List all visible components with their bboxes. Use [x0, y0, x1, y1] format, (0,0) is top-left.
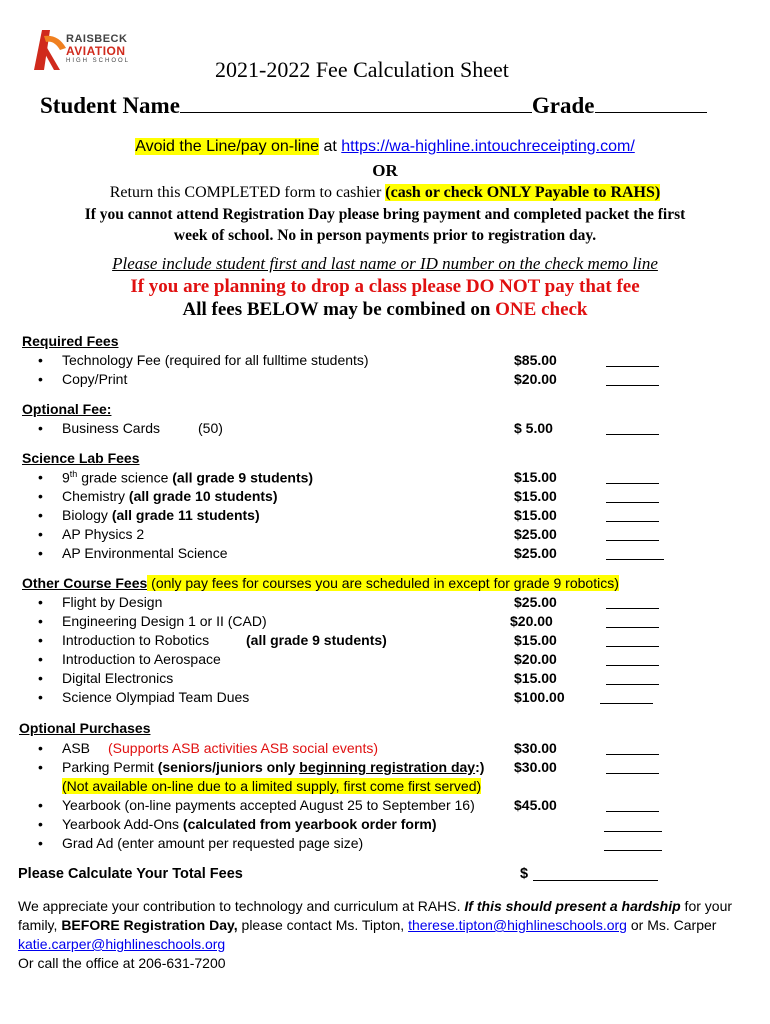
fee-blank[interactable]	[606, 385, 659, 386]
fee-amount: $15.00	[514, 632, 557, 648]
fee-amount: $100.00	[514, 689, 565, 705]
fee-label-text: grade science	[77, 469, 173, 486]
science-lab-heading: Science Lab Fees	[22, 450, 140, 466]
student-name-label: Student Name	[40, 93, 180, 118]
fee-row	[0, 835, 770, 854]
bullet: •	[38, 797, 43, 813]
school-logo	[30, 26, 130, 72]
grade-suffix: th	[69, 469, 78, 479]
fee-amount: $15.00	[514, 488, 557, 504]
fee-label: Grad Ad (enter amount per requested page size)	[62, 835, 364, 851]
logo-line2: AVIATION	[66, 44, 126, 58]
fee-label	[62, 488, 278, 504]
fee-row	[0, 797, 770, 816]
fee-label-bold: (all grade 9 students)	[172, 469, 314, 486]
fee-amount: $25.00	[514, 545, 557, 561]
fee-label: Technology Fee (required for all fulltime students)	[62, 352, 369, 368]
optional-fee-heading: Optional Fee:	[22, 401, 112, 417]
bullet: •	[38, 371, 43, 387]
fee-label-text: Biology	[62, 507, 112, 523]
parking-underline: beginning registration day	[299, 759, 476, 775]
payment-url-link[interactable]: https://wa-highline.intouchreceipting.com/	[341, 138, 635, 155]
fee-label-bold: (all grade 9 students)	[246, 632, 387, 648]
required-fees-heading: Required Fees	[22, 333, 119, 349]
fee-label: Digital Electronics	[62, 670, 174, 686]
fee-blank[interactable]	[604, 850, 662, 851]
pay-online-highlight: Avoid the Line/pay on-line	[135, 138, 320, 155]
fee-label: Copy/Print	[62, 371, 128, 387]
fee-label: Flight by Design	[62, 594, 163, 610]
footer-l2b: BEFORE Registration Day,	[61, 917, 238, 933]
footer-l2a: family,	[18, 917, 62, 933]
fee-blank[interactable]	[606, 366, 659, 367]
footer-l1c: for your	[680, 898, 733, 914]
tipton-email-link[interactable]: therese.tipton@highlineschools.org	[408, 917, 627, 933]
aviation-logo-icon	[30, 26, 68, 72]
fee-amount: $45.00	[514, 797, 557, 813]
fee-amount: $20.00	[514, 651, 557, 667]
return-line	[0, 184, 770, 202]
parking-bold: (seniors/juniors only	[157, 759, 300, 775]
fee-amount: $30.00	[514, 740, 557, 756]
fee-label: Science Olympiad Team Dues	[62, 689, 250, 705]
fee-blank[interactable]	[606, 521, 659, 522]
fee-row	[0, 594, 770, 613]
fee-row	[0, 759, 770, 778]
footer-line-3	[18, 935, 732, 954]
grade-label: Grade	[531, 93, 595, 118]
footer-l1b: If this should present a hardship	[464, 898, 681, 914]
fee-label: Business Cards	[62, 420, 161, 436]
bullet: •	[38, 420, 43, 436]
fee-label-bold: (all grade 11 students)	[111, 507, 260, 523]
drop-class-warning: If you are planning to drop a class please DO NOT pay that fee	[130, 276, 640, 297]
bullet: •	[38, 488, 43, 504]
footer-l1a: We appreciate your contribution to technology and curriculum at RAHS.	[18, 898, 465, 914]
fee-blank[interactable]	[606, 434, 659, 435]
fee-amount: $ 5.00	[514, 420, 553, 436]
fee-amount: $20.00	[510, 613, 553, 629]
bullet: •	[38, 507, 43, 523]
fee-blank[interactable]	[606, 773, 659, 774]
addons-bold: (calculated from yearbook order form)	[182, 816, 437, 832]
combine-text: All fees BELOW may be combined on	[182, 299, 496, 320]
carper-email-link[interactable]: katie.carper@highlineschools.org	[18, 936, 226, 952]
footer-text	[18, 897, 732, 973]
student-name-field[interactable]	[180, 92, 532, 113]
logo-line3: HIGH SCHOOL	[66, 58, 131, 64]
fee-row	[0, 545, 770, 564]
footer-l2d: or Ms. Carper	[626, 917, 717, 933]
fee-blank[interactable]	[606, 608, 659, 609]
bullet: •	[38, 689, 43, 705]
fee-row	[0, 352, 770, 371]
footer-line-2	[18, 916, 732, 935]
fee-blank[interactable]	[606, 665, 659, 666]
footer-line-4: Or call the office at 206-631-7200	[18, 955, 226, 971]
combine-line	[0, 299, 770, 321]
attend-line-2: week of school. No in person payments prior to registration day.	[173, 227, 597, 244]
fee-quantity: (50)	[198, 420, 223, 436]
grade-field[interactable]	[595, 92, 707, 113]
fee-label-text: Chemistry	[62, 488, 129, 504]
fee-label: AP Physics 2	[62, 526, 145, 542]
attend-line-1: If you cannot attend Registration Day please bring payment and completed packet the first	[84, 206, 686, 223]
asb-note: (Supports ASB activities ASB social events)	[108, 740, 379, 756]
other-fees-heading: Other Course Fees	[22, 575, 148, 591]
return-highlight: (cash or check ONLY Payable to RAHS)	[385, 184, 661, 201]
bullet: •	[38, 594, 43, 610]
total-dollar: $	[520, 866, 529, 882]
bullet: •	[38, 545, 43, 561]
bullet: •	[38, 816, 43, 832]
fee-blank[interactable]	[606, 754, 659, 755]
bullet: •	[38, 670, 43, 686]
footer-l2c: please contact Ms. Tipton,	[237, 917, 409, 933]
return-text: Return this COMPLETED form to cashier	[109, 184, 386, 201]
fee-row	[0, 469, 770, 488]
fee-row	[0, 689, 770, 708]
fee-blank[interactable]	[604, 831, 662, 832]
fee-row	[0, 670, 770, 689]
fee-label: Engineering Design 1 or II (CAD)	[62, 613, 267, 629]
fee-blank[interactable]	[606, 559, 664, 560]
fee-blank[interactable]	[600, 703, 653, 704]
optional-purchases-heading: Optional Purchases	[19, 720, 151, 736]
fee-label: Yearbook (on-line payments accepted August 25 to September 16)	[62, 797, 475, 813]
fee-amount: $15.00	[514, 469, 557, 485]
fee-amount: $30.00	[514, 759, 557, 775]
fee-blank[interactable]	[606, 646, 659, 647]
bullet: •	[38, 740, 43, 756]
fee-amount: $25.00	[514, 594, 557, 610]
fee-label: AP Environmental Science	[62, 545, 228, 561]
fee-row	[0, 632, 770, 651]
fee-label	[62, 759, 484, 775]
fee-row	[0, 526, 770, 545]
fee-label: Introduction to Aerospace	[62, 651, 221, 667]
fee-label: ASB	[62, 740, 91, 756]
fee-blank[interactable]	[606, 483, 659, 484]
one-check-text: ONE check	[495, 299, 588, 320]
logo-line1: RAISBECK	[66, 33, 128, 45]
student-name-row	[40, 92, 707, 119]
bullet: •	[38, 613, 43, 629]
page-title: 2021-2022 Fee Calculation Sheet	[215, 57, 509, 82]
pay-online-line	[0, 138, 770, 156]
grade-number: 9	[62, 469, 70, 486]
total-field[interactable]	[533, 880, 658, 881]
bullet: •	[38, 352, 43, 368]
fee-blank[interactable]	[606, 502, 659, 503]
fee-amount: $25.00	[514, 526, 557, 542]
fee-label-bold: (all grade 10 students)	[128, 488, 278, 504]
fee-label	[62, 469, 313, 486]
or-text: OR	[372, 161, 398, 180]
fee-row	[0, 613, 770, 632]
other-fees-heading-row	[22, 575, 619, 591]
parking-end: :)	[475, 759, 485, 775]
bullet: •	[38, 759, 43, 775]
fee-label	[62, 507, 260, 523]
addons-label: Yearbook Add-Ons	[62, 816, 183, 832]
fee-row	[0, 420, 770, 439]
fee-row	[0, 371, 770, 390]
bullet: •	[38, 469, 43, 485]
bullet: •	[38, 651, 43, 667]
fee-blank[interactable]	[606, 540, 659, 541]
bullet: •	[38, 632, 43, 648]
parking-label: Parking Permit	[62, 759, 158, 775]
pay-online-at: at	[319, 138, 342, 155]
fee-amount: $15.00	[514, 670, 557, 686]
fee-row	[0, 488, 770, 507]
fee-blank[interactable]	[606, 684, 659, 685]
fee-row	[0, 651, 770, 670]
total-label: Please Calculate Your Total Fees	[18, 866, 243, 882]
bullet: •	[38, 526, 43, 542]
parking-note-row	[0, 778, 770, 797]
fee-amount: $85.00	[514, 352, 557, 368]
fee-row	[0, 816, 770, 835]
fee-row	[0, 740, 770, 759]
fee-label: Introduction to Robotics	[62, 632, 210, 648]
other-fees-note: (only pay fees for courses you are scheduled in except for grade 9 robotics)	[147, 575, 619, 591]
footer-line-1	[18, 897, 732, 916]
fee-blank[interactable]	[606, 811, 659, 812]
fee-row	[0, 507, 770, 526]
parking-note: (Not available on-line due to a limited supply, first come first served)	[62, 778, 482, 794]
fee-amount: $15.00	[514, 507, 557, 523]
fee-blank[interactable]	[606, 627, 659, 628]
memo-line: Please include student first and last name or ID number on the check memo line	[112, 254, 658, 273]
bullet: •	[38, 835, 43, 851]
fee-label	[62, 816, 437, 832]
fee-amount: $20.00	[514, 371, 557, 387]
